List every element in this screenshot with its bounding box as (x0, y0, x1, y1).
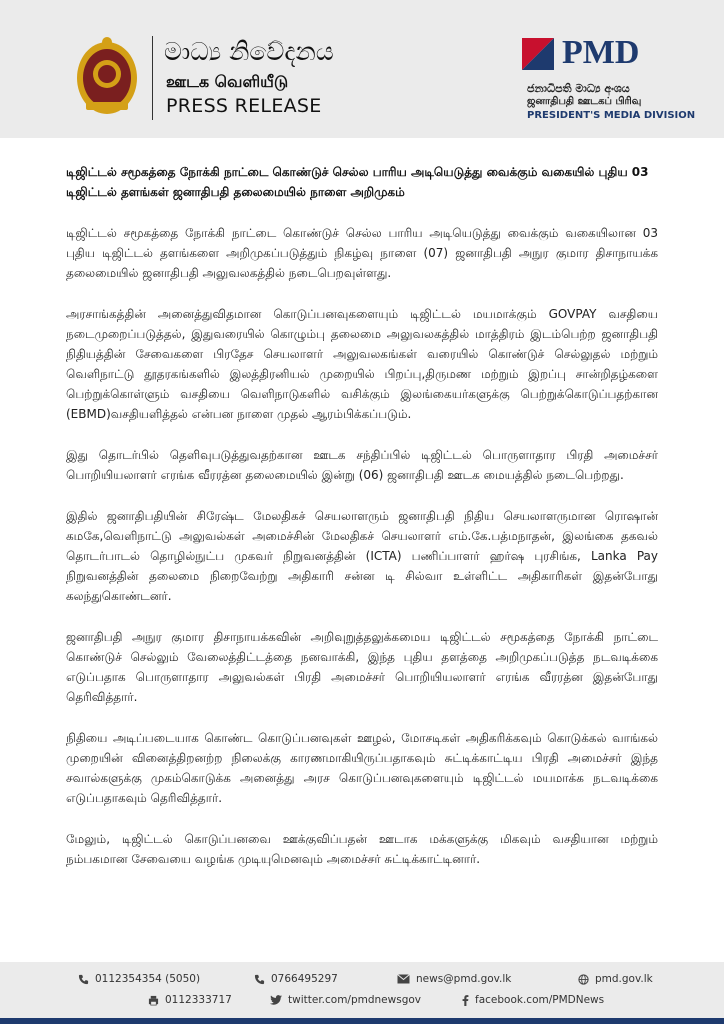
press-release-sinhala: මාධ්‍ය නිවේදනය (164, 37, 334, 66)
footer-mobile (254, 972, 338, 986)
phone-number[interactable]: 0112354354 (5050) (95, 973, 201, 985)
footer-phone (78, 972, 200, 986)
article-paragraph-4: இதில் ஜனாதிபதியின் சிரேஷ்ட மேலதிகச் செயலாளரும் ஜனாதிபதி நிதிய செயலாளருமான ரொஷான் கமகே,வெளிநாட்டு அலுவல்கள் அமைச்சின் மேலதிகச் செயலாளர் எம்.கே.பத்மநாதன், இலங்கை தகவல் தொடர்பாடல் தொழில்நுட்ப முகவர் நிறுவனத்தின் (ICTA) பணிப்பாளர் ஹர்ஷ புரசிங்க, Lanka Pay நிறுவனத்தின் தலைமை நிறைவேற்று அதிகாரி சன்ன டி சில்வா உள்ளிட்ட அதிகாரிகள் இதன்போது கலந்துகொண்டனர். (66, 509, 658, 603)
press-release-tamil: ஊடக வெளியீடு (166, 72, 289, 91)
article-paragraph-2: அரசாங்கத்தின் அனைத்துவிதமான கொடுப்பனவுகளையும் டிஜிட்டல் மயமாக்கும் GOVPAY வசதியை நடைமுறைப்படுத்தல், இதுவரையில் கொழும்பு தலைமை அலுவலகத்தில் மாத்திரம் இடம்பெற்ற ஜனாதிபதி நிதியத்தின் சேவைகளை பிரதேச செயலாளர் அலுவலகங்கள் வரையில் கொண்டுச் செல்லுதல் மற்றும் வெளிநாட்டு தூதரகங்களில் இலத்திரனியல் முறையில் பிறப்பு,திருமண மற்றும் இறப்பு சான்றிதழ்களை பெற்றுக்கொள்ளும் வசதியை வெளிநாடுகளில் வசிக்கும் இலங்கையர்களுக்கு பெற்றுக்கொடுப்பதற்கான (EBMD)வசதியளித்தல் என்பன நாளை முதல் ஆரம்பிக்கப்படும். (66, 307, 658, 421)
footer-facebook (462, 993, 604, 1007)
footer-website (578, 972, 653, 986)
fax-icon (148, 995, 159, 1006)
website-link[interactable]: pmd.gov.lk (595, 973, 653, 985)
press-release-english: PRESS RELEASE (166, 95, 322, 117)
article-paragraph-5: ஜனாதிபதி அநுர குமார திசாநாயக்கவின் அறிவுறுத்தலுக்கமைய டிஜிட்டல் சமூகத்தை நோக்கி நாட்டை கொண்டுச் செல்லும் வேலைத்திட்டத்தை நனவாக்கி, இந்த புதிய தளத்தை அறிமுகப்படுத்த நடவடிக்கை எடுப்பதாக பொருளாதார அலுவல்கள் பிரதி அமைச்சர் பொறியியலாளர் எரங்க வீரரத்ன இதன்போது தெரிவித்தார். (66, 630, 658, 704)
footer-twitter (270, 993, 421, 1007)
pmd-brand: PMD (562, 34, 640, 71)
article-paragraph-1: டிஜிட்டல் சமூகத்தை நோக்கி நாட்டை கொண்டுச் செல்ல பாரிய அடியெடுத்து வைக்கும் வகையிலான 03 புதிய டிஜிட்டல் தளங்களை அறிமுகப்படுத்தும் நிகழ்வு நாளை (07) ஜனாதிபதி அநுர குமார திசாநாயக்க தலைமையில் ஜனாதிபதி அலுவலகத்தில் நடைபெறவுள்ளது. (66, 226, 658, 280)
header-divider (152, 36, 153, 120)
article-paragraph-3: இது தொடர்பில் தெளிவுபடுத்துவதற்கான ஊடக சந்திப்பில் டிஜிட்டல் பொருளாதார பிரதி அமைச்சர் பொறியியலாளர் எரங்க வீரரத்ன தலைமையில் இன்று (06) ஜனாதிபதி ஊடக மையத்தில் நடைபெற்றது. (66, 448, 658, 482)
article-paragraph-7: மேலும், டிஜிட்டல் கொடுப்பனவை ஊக்குவிப்பதன் ஊடாக மக்களுக்கு மிகவும் வசதியான மற்றும் நம்பகமான சேவையை வழங்க முடியுமெனவும் அமைச்சர் சுட்டிக்காட்டினார். (66, 832, 658, 866)
globe-icon (578, 974, 589, 985)
email-icon (397, 974, 410, 984)
facebook-link[interactable]: facebook.com/PMDNews (475, 994, 605, 1006)
letterhead (0, 0, 724, 138)
article-body (66, 162, 658, 890)
footer-email (397, 972, 511, 986)
pmd-name-tamil: ஜனாதிபதி ஊடகப் பிரிவு (527, 96, 642, 107)
article-paragraph-6: நிதியை அடிப்படையாக கொண்ட கொடுப்பனவுகள் ஊழல், மோசடிகள் அதிகரிக்கவும் கொடுக்கல் வாங்கல் முறையின் வினைத்திறனற்ற நிலைக்கு காரணமாகியிருப்பதாகவும் சுட்டிக்காட்டிய பிரதி அமைச்சர் இந்த சவால்களுக்கு முகம்கொடுக்க அனைத்து அரச கொடுப்பனவுகளையும் டிஜிட்டல் மயமாக்க நடவடிக்கை எடுப்பதாகவும் தெரிவித்தார். (66, 731, 658, 805)
footer-accent-bar (0, 1018, 724, 1024)
twitter-icon (270, 995, 282, 1005)
contact-footer (0, 962, 724, 1018)
article-title: டிஜிட்டல் சமூகத்தை நோக்கி நாட்டை கொண்டுச் செல்ல பாரிய அடியெடுத்து வைக்கும் வகையில் புதிய 03 டிஜிட்டல் தளங்கள் ஜனாதிபதி தலைமையில் நாளை அறிமுகம் (66, 165, 649, 199)
pmd-logo-icon (522, 38, 554, 70)
phone-icon (78, 974, 89, 985)
footer-fax (148, 993, 232, 1007)
fax-number[interactable]: 0112333717 (165, 994, 232, 1006)
national-emblem-icon (74, 34, 140, 118)
email-address[interactable]: news@pmd.gov.lk (416, 973, 512, 985)
phone-icon (254, 974, 265, 985)
pmd-name-english: PRESIDENT'S MEDIA DIVISION (527, 110, 696, 121)
pmd-name-sinhala: ජනාධිපති මාධ්‍ය අංශය (527, 82, 630, 95)
twitter-link[interactable]: twitter.com/pmdnewsgov (288, 994, 422, 1006)
facebook-icon (462, 995, 469, 1006)
mobile-number[interactable]: 0766495297 (271, 973, 338, 985)
